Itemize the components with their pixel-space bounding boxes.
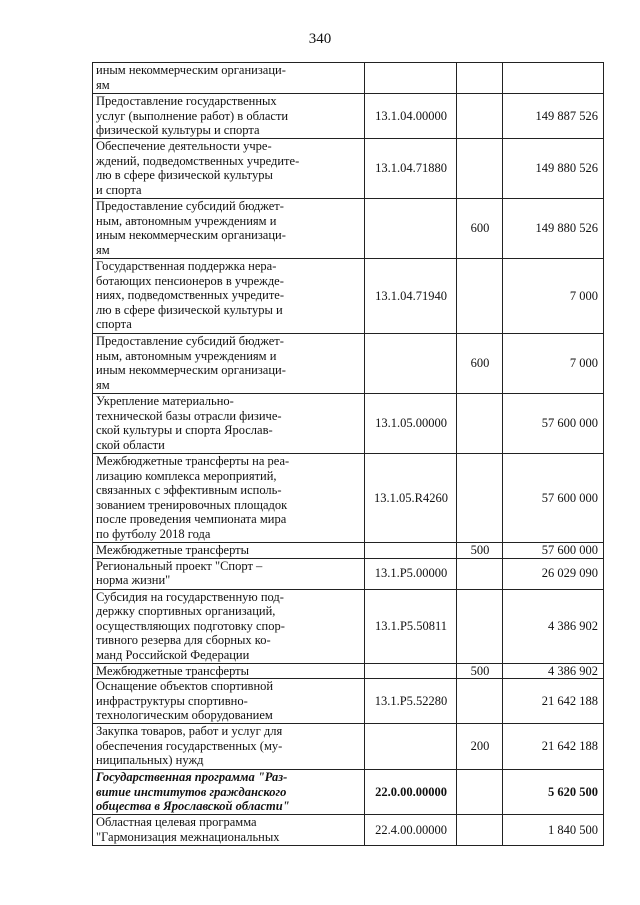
- expense-type-cell: 500: [457, 543, 503, 559]
- table-row: [93, 199, 604, 259]
- expense-type-cell: 500: [457, 663, 503, 679]
- code-cell: 13.1.05.R4260: [365, 454, 457, 543]
- code-cell: [365, 543, 457, 559]
- budget-table-body: [93, 63, 604, 846]
- item-name-cell: [93, 589, 365, 663]
- code-cell: 13.1.04.71880: [365, 139, 457, 199]
- amount-cell: 149 887 526: [503, 94, 604, 139]
- item-name-line: Межбюджетные трансферты: [96, 663, 250, 678]
- item-name-line: норма жизни": [96, 573, 171, 588]
- code-cell: 13.1.P5.50811: [365, 589, 457, 663]
- item-name-cell: [93, 63, 365, 94]
- item-name-line: Межбюджетные трансферты на реа-: [96, 454, 290, 468]
- item-name-cell: [93, 259, 365, 334]
- item-name-line: иным некоммерческим организаци-: [96, 228, 286, 243]
- item-name-line: по футболу 2018 года: [96, 526, 211, 541]
- item-name-line: ской культуры и спорта Ярослав-: [96, 423, 273, 438]
- item-name-line: ской области: [96, 437, 165, 452]
- item-name-line: иным некоммерческим организаци-: [96, 363, 286, 378]
- item-name-cell: [93, 724, 365, 770]
- expense-type-cell: [457, 454, 503, 543]
- item-name-line: ям: [96, 242, 110, 257]
- item-name-line: обеспечения государственных (му-: [96, 738, 283, 753]
- amount-cell: 1 840 500: [503, 815, 604, 846]
- table-row: [93, 663, 604, 679]
- table-row: [93, 259, 604, 334]
- expense-type-cell: 200: [457, 724, 503, 770]
- table-row: [93, 394, 604, 454]
- expense-type-cell: [457, 679, 503, 724]
- code-cell: 13.1.P5.00000: [365, 558, 457, 589]
- expense-type-cell: [457, 815, 503, 846]
- code-cell: 22.0.00.00000: [365, 770, 457, 815]
- item-name-line: ям: [96, 377, 110, 392]
- item-name-line: ным, автономным учреждениям и: [96, 213, 277, 228]
- item-name-line: общества в Ярославской области": [96, 799, 290, 814]
- item-name-line: Областная целевая программа: [96, 815, 257, 830]
- item-name-cell: [93, 454, 365, 543]
- expense-type-cell: [457, 394, 503, 454]
- amount-cell: 26 029 090: [503, 558, 604, 589]
- item-name-cell: [93, 334, 365, 394]
- item-name-line: Субсидия на государственную под-: [96, 589, 284, 604]
- item-name-line: Предоставление субсидий бюджет-: [96, 334, 284, 348]
- item-name-line: после проведения чемпионата мира: [96, 512, 287, 527]
- item-name-line: осуществляющих подготовку спор-: [96, 618, 285, 633]
- item-name-cell: [93, 558, 365, 589]
- amount-cell: 57 600 000: [503, 543, 604, 559]
- item-name-line: ниципальных) нужд: [96, 753, 204, 768]
- expense-type-cell: [457, 558, 503, 589]
- expense-type-cell: [457, 139, 503, 199]
- item-name-line: спорта: [96, 317, 132, 332]
- amount-cell: 57 600 000: [503, 394, 604, 454]
- item-name-line: манд Российской Федерации: [96, 647, 250, 662]
- expense-type-cell: 600: [457, 334, 503, 394]
- expense-type-cell: [457, 259, 503, 334]
- item-name-line: физической культуры и спорта: [96, 123, 260, 138]
- item-name-cell: [93, 394, 365, 454]
- item-name-line: ям: [96, 77, 110, 92]
- item-name-line: технологическим оборудованием: [96, 708, 273, 723]
- item-name-line: Закупка товаров, работ и услуг для: [96, 724, 283, 739]
- item-name-line: технической базы отрасли физиче-: [96, 408, 282, 423]
- code-cell: [365, 334, 457, 394]
- item-name-cell: [93, 199, 365, 259]
- code-cell: 22.4.00.00000: [365, 815, 457, 846]
- amount-cell: 5 620 500: [503, 770, 604, 815]
- item-name-line: инфраструктуры спортивно-: [96, 693, 248, 708]
- item-name-line: ждений, подведомственных учредите-: [96, 153, 300, 168]
- item-name-line: Региональный проект "Спорт –: [96, 558, 263, 573]
- table-row: [93, 334, 604, 394]
- table-row: [93, 815, 604, 846]
- item-name-line: держку спортивных организаций,: [96, 604, 276, 619]
- table-row: [93, 589, 604, 663]
- amount-cell: 149 880 526: [503, 199, 604, 259]
- expense-type-cell: 600: [457, 199, 503, 259]
- item-name-line: Государственная поддержка нера-: [96, 259, 277, 273]
- item-name-cell: [93, 679, 365, 724]
- item-name-line: и спорта: [96, 182, 142, 197]
- code-cell: [365, 199, 457, 259]
- amount-cell: 21 642 188: [503, 679, 604, 724]
- amount-cell: 7 000: [503, 334, 604, 394]
- budget-table: [92, 62, 604, 846]
- item-name-line: лизацию комплекса мероприятий,: [96, 468, 277, 483]
- amount-cell: 57 600 000: [503, 454, 604, 543]
- expense-type-cell: [457, 63, 503, 94]
- table-row: [93, 94, 604, 139]
- page-number: 340: [308, 31, 332, 47]
- item-name-cell: [93, 543, 365, 559]
- item-name-line: Межбюджетные трансферты: [96, 543, 250, 557]
- item-name-cell: [93, 94, 365, 139]
- item-name-line: Предоставление субсидий бюджет-: [96, 199, 284, 213]
- table-row: [93, 139, 604, 199]
- item-name-line: "Гармонизация межнациональных: [96, 829, 280, 844]
- code-cell: 13.1.P5.52280: [365, 679, 457, 724]
- item-name-line: ным, автономным учреждениям и: [96, 348, 277, 363]
- amount-cell: 4 386 902: [503, 589, 604, 663]
- amount-cell: 21 642 188: [503, 724, 604, 770]
- item-name-line: зованием тренировочных площадок: [96, 497, 288, 512]
- item-name-line: витие институтов гражданского: [96, 784, 287, 799]
- table-row: [93, 679, 604, 724]
- item-name-line: Оснащение объектов спортивной: [96, 679, 274, 694]
- item-name-line: Предоставление государственных: [96, 94, 277, 108]
- item-name-cell: [93, 815, 365, 846]
- table-row: [93, 543, 604, 559]
- code-cell: 13.1.05.00000: [365, 394, 457, 454]
- code-cell: [365, 663, 457, 679]
- item-name-cell: [93, 770, 365, 815]
- item-name-line: Обеспечение деятельности учре-: [96, 139, 272, 153]
- code-cell: 13.1.04.71940: [365, 259, 457, 334]
- amount-cell: [503, 63, 604, 94]
- code-cell: 13.1.04.00000: [365, 94, 457, 139]
- item-name-line: Государственная программа "Раз-: [96, 770, 288, 785]
- code-cell: [365, 63, 457, 94]
- table-row: [93, 558, 604, 589]
- item-name-line: иным некоммерческим организаци-: [96, 63, 286, 77]
- item-name-line: ниях, подведомственных учредите-: [96, 288, 284, 303]
- amount-cell: 149 880 526: [503, 139, 604, 199]
- expense-type-cell: [457, 94, 503, 139]
- table-row: [93, 63, 604, 94]
- item-name-line: тивного резерва для сборных ко-: [96, 633, 271, 648]
- expense-type-cell: [457, 589, 503, 663]
- item-name-line: ботающих пенсионеров в учрежде-: [96, 273, 284, 288]
- amount-cell: 4 386 902: [503, 663, 604, 679]
- expense-type-cell: [457, 770, 503, 815]
- item-name-line: Укрепление материально-: [96, 394, 234, 408]
- item-name-line: связанных с эффективным исполь-: [96, 483, 282, 498]
- code-cell: [365, 724, 457, 770]
- table-row: [93, 770, 604, 815]
- table-row: [93, 724, 604, 770]
- item-name-line: лю в сфере физической культуры: [96, 168, 273, 183]
- amount-cell: 7 000: [503, 259, 604, 334]
- item-name-line: услуг (выполнение работ) в области: [96, 108, 289, 123]
- item-name-cell: [93, 139, 365, 199]
- item-name-cell: [93, 663, 365, 679]
- table-row: [93, 454, 604, 543]
- item-name-line: лю в сфере физической культуры и: [96, 302, 283, 317]
